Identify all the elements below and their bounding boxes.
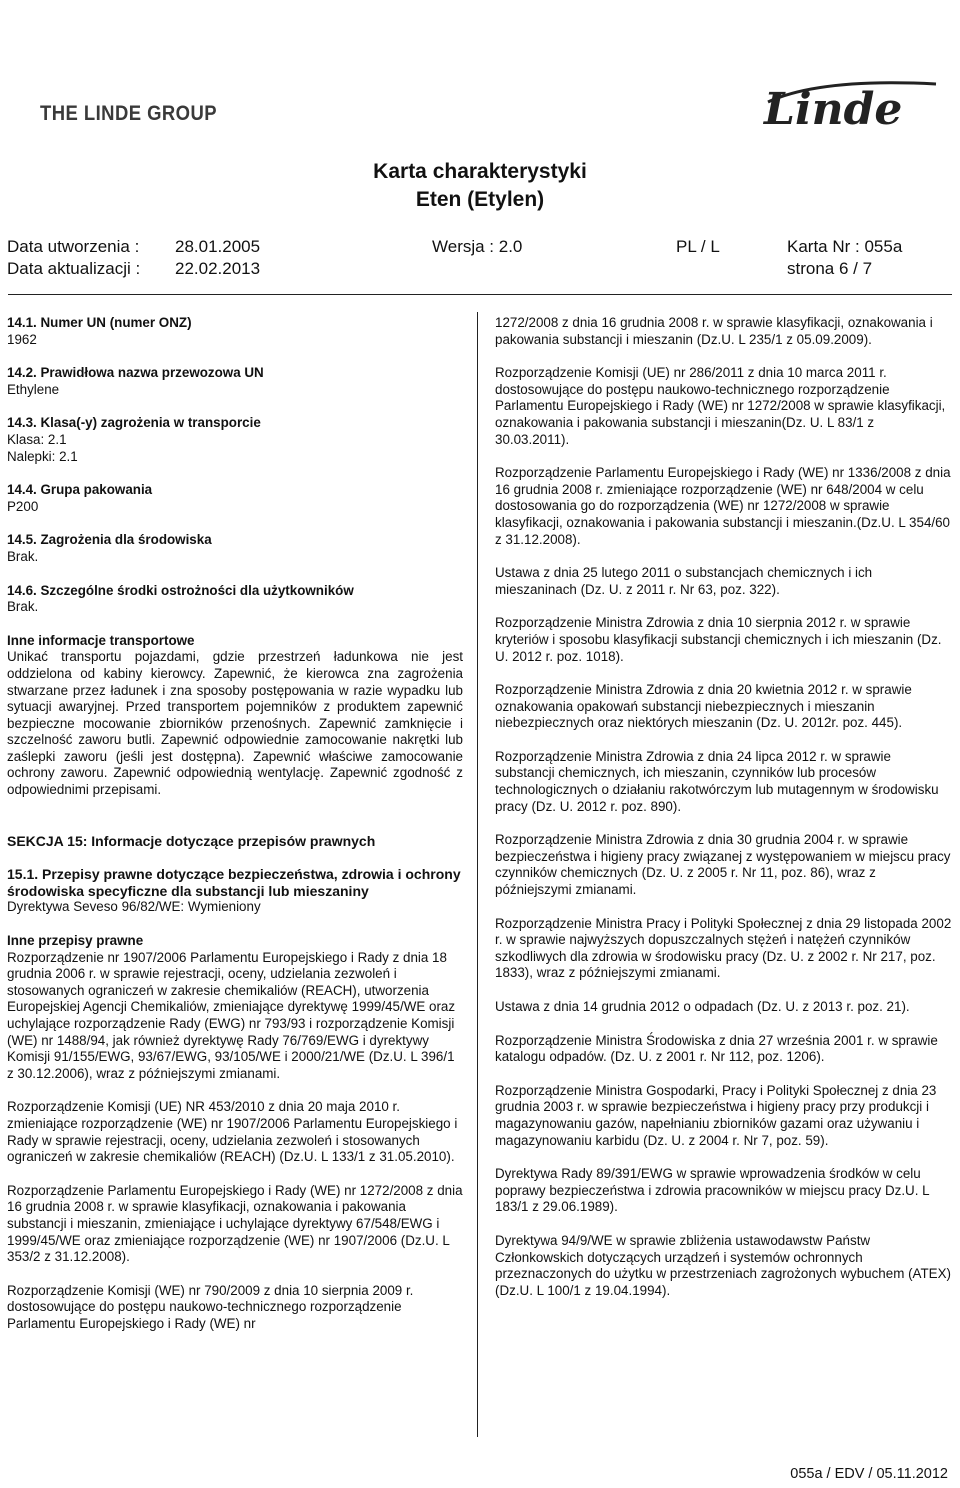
- regulation-paragraph: Rozporządzenie Ministra Środowiska z dnia 27 września 2001 r. w sprawie katalogu odpadów. (Dz. U. z 2001 r. Nr 112, poz. 1206).: [495, 1032, 938, 1065]
- regulation-paragraph: Ustawa z dnia 14 grudnia 2012 o odpadach (Dz. U. z 2013 r. poz. 21).: [495, 999, 910, 1014]
- regulation-paragraph: Rozporządzenie Ministra Zdrowia z dnia 30 grudnia 2004 r. w sprawie bezpieczeństwa i higieny pracy związanej z występowaniem w miejscu pracy czynników chemicznych (Dz. U. z 2005 r. Nr 11, poz. 86), wraz z późniejszymi zmianami.: [495, 832, 951, 898]
- un-number: 1962: [7, 331, 37, 347]
- right-column: [495, 315, 952, 1316]
- hazard-class: Klasa: 2.1: [7, 431, 67, 447]
- environmental-hazards: Brak.: [7, 548, 39, 564]
- other-transport-text: Unikać transportu pojazdami, gdzie przestrzeń ładunkowa nie jest oddzielona od kabiny kierowcy. Zapewnić, że kierowca zna zagrożenia stwarzane przez ładunek i zna sposoby postępowania w razie wypadku lub sytuacji awaryjnej. Przed transportem pojemników z produktem zapewnić bezpieczne mocowanie zbiorników przenośnych. Zapewnić zamknięcie i szczelność zaworu butli. Zapewnić odpowiednie zamocowanie nakrętki lub zaślepki zaworu (jeśli jest dostępna). Zapewnić właściwe zamocowanie ochrony zaworu. Zapewnić odpowiednią wentylację. Zapewnić zgodność z odpowiednimi przepisami.: [7, 649, 463, 798]
- regulation-1272-2008: Rozporządzenie Parlamentu Europejskiego i Rady (WE) nr 1272/2008 z dnia 16 grudnia 2008 r. w sprawie klasyfikacji, oznakowania i pakowania substancji i mieszanin, zmieniające i uchylające dyrektywy 67/548/EWG i 1999/45/WE oraz zmieniające rozporządzenie (WE) nr 1907/2006 (Dz.U. L 353/2 z 31.12.2008).: [7, 1182, 463, 1265]
- section-14-2-heading: 14.2. Prawidłowa nazwa przewozowa UN: [7, 365, 264, 381]
- regulation-paragraph: Rozporządzenie Ministra Zdrowia z dnia 20 kwietnia 2012 r. w sprawie oznakowania opakowań substancji niebezpiecznych i mieszanin niebezpiecznych oraz niektórych mieszanin (Dz. U. 2012r. poz. 445).: [495, 682, 912, 731]
- regulation-453-2010: Rozporządzenie Komisji (UE) NR 453/2010 z dnia 20 maja 2010 r. zmieniające rozporządzenie (WE) nr 1907/2006 Parlamentu Europejskiego i Rady w sprawie rejestracji, oceny, udzielania zezwoleń i stosowanych ograniczeń w zakresie chemikaliów (REACH) (Dz.U. L 133/1 z 31.05.2010).: [7, 1099, 458, 1165]
- other-transport-heading: Inne informacje transportowe: [7, 632, 195, 648]
- linde-logo: [760, 72, 940, 132]
- packing-group: P200: [7, 498, 39, 514]
- regulation-paragraph: Ustawa z dnia 25 lutego 2011 o substancjach chemicznych i ich mieszaninach (Dz. U. z 2011 r. Nr 63, poz. 322).: [495, 565, 873, 597]
- card-number: Karta Nr : 055a: [787, 237, 903, 256]
- regulation-paragraph: Rozporządzenie Ministra Gospodarki, Pracy i Polityki Społecznej z dnia 23 grudnia 2003 r. w sprawie bezpieczeństwa i higieny pracy przy produkcji i magazynowaniu gazów, napełnianiu zbiorników gazami oraz używaniu i magazynowaniu karbidu (Dz. U. z 2004 r. Nr 7, poz. 59).: [495, 1082, 937, 1148]
- document-title: Karta charakterystyki: [373, 160, 587, 183]
- updated-value: 22.02.2013: [175, 259, 261, 278]
- regulation-paragraph: Dyrektywa 94/9/WE w sprawie zbliżenia ustawodawstw Państw Członkowskich dotyczących urządzeń i systemów ochronnych przeznaczonych do użytku w przestrzeniach zagrożonych wybuchem (ATEX)(Dz.U. L 100/1 z 19.04.1994).: [495, 1232, 951, 1298]
- section-14-1-heading: 14.1. Numer UN (numer ONZ): [7, 315, 192, 330]
- left-column: [7, 315, 463, 1350]
- svg-text:Linde: Linde: [764, 84, 903, 132]
- product-name: Eten (Etylen): [415, 188, 545, 211]
- page-number: strona 6 / 7: [787, 259, 873, 278]
- section-15-heading: SEKCJA 15: Informacje dotyczące przepisów prawnych: [7, 832, 376, 849]
- section-14-3-heading: 14.3. Klasa(-y) zagrożenia w transporcie: [7, 415, 261, 431]
- section-15-1-heading: 15.1. Przepisy prawne dotyczące bezpieczeństwa, zdrowia i ochrony środowiska specyficzne dla substancji lub mieszaniny: [7, 866, 461, 899]
- column-divider: [477, 312, 478, 1437]
- regulation-paragraph: Dyrektywa Rady 89/391/EWG w sprawie wprowadzenia środków w celu poprawy bezpieczeństwa i zdrowia pracowników w miejscu pracy Dz.U. L 183/1 z 29.06.1989).: [495, 1166, 930, 1215]
- regulation-paragraph: Rozporządzenie Ministra Pracy i Polityki Społecznej z dnia 29 listopada 2002 r. w sprawie najwyższych dopuszczalnych stężeń i natężeń czynników szkodliwych dla zdrowia w środowisku pracy (Dz. U. z 2002 r. Nr 217, poz. 1833), wraz z późniejszymi zmianami.: [495, 915, 952, 981]
- regulation-paragraph: Rozporządzenie Ministra Zdrowia z dnia 10 sierpnia 2012 r. w sprawie kryteriów i sposobu klasyfikacji substancji chemicznych i ich mieszanin (Dz. U. 2012 r. poz. 1018).: [495, 615, 942, 664]
- regulation-paragraph: 1272/2008 z dnia 16 grudnia 2008 r. w sprawie klasyfikacji, oznakowania i pakowania substancji i mieszanin (Dz.U. L 235/1 z 05.09.2009).: [495, 315, 933, 347]
- section-14-4-heading: 14.4. Grupa pakowania: [7, 482, 153, 498]
- created-label: Data utworzenia :: [7, 237, 140, 256]
- other-regulations-heading: Inne przepisy prawne: [7, 933, 144, 949]
- created-value: 28.01.2005: [175, 237, 261, 256]
- regulation-790-2009: Rozporządzenie Komisji (WE) nr 790/2009 z dnia 10 sierpnia 2009 r. dostosowujące do postępu naukowo-technicznego rozporządzenie Parlamentu Europejskiego i Rady (WE) nr: [7, 1282, 414, 1331]
- section-14-6-heading: 14.6. Szczególne środki ostrożności dla użytkowników: [7, 582, 354, 598]
- version: Wersja : 2.0: [432, 237, 523, 256]
- regulation-paragraph: Rozporządzenie Parlamentu Europejskiego i Rady (WE) nr 1336/2008 z dnia 16 grudnia 2008 r. zmieniające rozporządzenie (WE) nr 648/2004 w celu dostosowania go do rozporządzenia (WE) nr 1272/2008 w sprawie klasyfikacji, oznakowania i pakowania substancji i mieszanin.(Dz.U. L 354/60 z 31.12.2008).: [495, 465, 951, 547]
- seveso-directive: Dyrektywa Seveso 96/82/WE: Wymieniony: [7, 899, 261, 915]
- footer-code: 055a / EDV / 05.11.2012: [790, 1466, 948, 1482]
- header-divider: [8, 294, 952, 295]
- regulation-paragraph: Rozporządzenie Komisji (UE) nr 286/2011 z dnia 10 marca 2011 r. dostosowujące do postępu naukowo-technicznego rozporządzenie Parlamentu Europejskiego i Rady (WE) nr 1272/2008 w sprawie klasyfikacji, oznakowania i pakowania substancji i mieszanin(Dz. U. L 83/1 z 30.03.2011).: [495, 365, 946, 447]
- language: PL / L: [676, 237, 720, 256]
- regulation-paragraph: Rozporządzenie Ministra Zdrowia z dnia 24 lipca 2012 r. w sprawie substancji chemicznych, ich mieszanin, czynników lub procesów technologicznych o działaniu rakotwórczym lub mutagennym w środowisku pracy (Dz. U. 2012 r. poz. 890).: [495, 748, 939, 814]
- shipping-name: Ethylene: [7, 381, 60, 397]
- group-name: THE LINDE GROUP: [40, 102, 218, 125]
- updated-label: Data aktualizacji :: [7, 259, 141, 278]
- hazard-labels: Nalepki: 2.1: [7, 448, 78, 464]
- section-14-5-heading: 14.5. Zagrożenia dla środowiska: [7, 532, 212, 548]
- special-precautions: Brak.: [7, 599, 39, 615]
- regulation-reach: Rozporządzenie nr 1907/2006 Parlamentu Europejskiego i Rady z dnia 18 grudnia 2006 r. w sprawie rejestracji, oceny, udzielania zezwoleń i stosowanych ograniczeń w zakresie chemikaliów (REACH), utworzenia Europejskiej Agencji Chemikaliów, zmieniające dyrektywę 1999/45/WE oraz uchylające rozporządzenie Rady (EWG) nr 793/93 i rozporządzenie Komisji (WE) nr 1488/94, jak również dyrektywę Rady 76/769/EWG i dyrektywy Komisji 91/155/EWG, 93/67/EWG, 93/105/WE i 2000/21/WE (Dz.U. L 396/1 z 30.12.2006), wraz z późniejszymi zmianami.: [7, 949, 456, 1081]
